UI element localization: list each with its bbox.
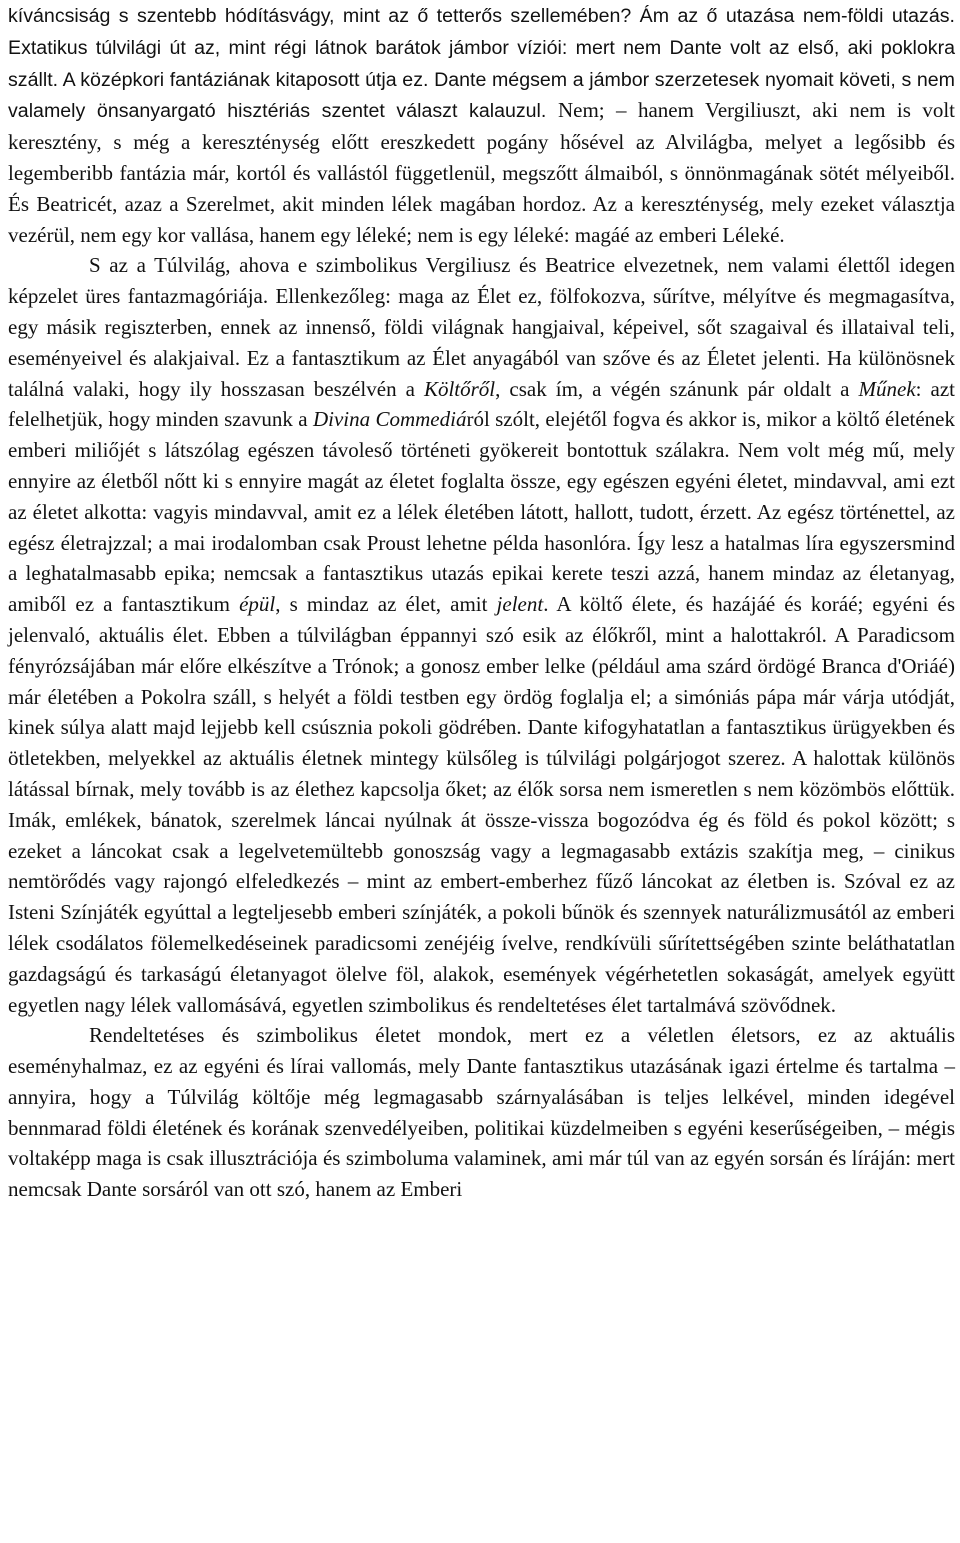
paragraph-2-text: ról szólt, elejétől fogva és akkor is, mikor a költő életének emberi miliőjét s látszólag egészen távoleső történeti gyökereit bontottuk szálakra. Nem volt még mű, mely ennyire az életből nőtt ki s ennyire magát az életet foglalta össze, egy egészen egyéni életet, mindavval, ami ezt az életet alkotta: vagyis mindavval, amit ez a lélek életében látott, hallott, tudott, érzett. Az egész történettel, az egész életrajzzal; a mai irodalomban csak Proust lehetne példa hasonlóra. Így lesz a hatalmas líra egyszersmind a leghatalmasabb epika; nemcsak a fantasztikus utazás epikai kerete teszi azzá, hanem mindaz az életanyag, amiből ez a fantasztikum [8,407,956,617]
italic-mu: Műnek [858,376,916,401]
paragraph-2 [8,250,955,1020]
paragraph-1-text-a: kíváncsiság s szentebb hódításvágy, mint az ő tetterős szellemében? Ám az ő utazása nem-földi utazás. Extatikus túlvilági út az, mint régi látnok barátok jámbor víziói: mert nem Dante volt az első, aki poklokra szállt. A középkori fantáziának kitaposott útja ez. Dante mégsem a jámbor szerzetesek nyomait követi, s nem valamely önsanyargató hisztériás szentet választ kalauzul. [8,5,955,123]
italic-jelent: jelent [496,592,544,617]
paragraph-2-text: . A költő élete, és hazájáé és koráé; egyéni és jelenvaló, aktuális élet. Ebben a túlvilágban éppannyi szó esik az élőkről, mint a halottakról. A Paradicsom fényrózsájában már előre elkészítve a Trónok; a gonosz ember lelke (például ama szárd ördögé Branca d'Oriáé) már életében a Pokolra száll, s helyét a földi testben egy ördög foglalja el; a simóniás pápa már várja utódját, kinek súlya alatt majd lejjebb kell csúsznia pokoli gödrében. Dante kifogyhatatlan a fantasztikus ürügyekben és ötletekben, melyekkel az aktuális életnek mintegy külsőleg is túlvilági polgárjogot szerez. A halottak különös látással bírnak, mely tovább is az élethez kapcsolja őket; az élők sorsa nem ismeretlen s nem közömbös előttük. Imák, emlékek, bánatok, szerelmek láncai nyúlnak át össze-vissza bogozódva ég és föld és pokol között; s ezeket a láncokat csak a legelvetemültebb gonoszság vagy a legmagasabb extázis szakítja meg, – cinikus nemtörődés vagy rajongó elfeledkezés – mint az embert-emberhez fűző láncokat az életben is. Szóval ez az Isteni Színjáték egyúttal a legteljesebb emberi színjáték, a pokoli bűnök és szennyek naturálizmusától az emberi lélek csodálatos fölemelkedéseinek paradicsomi zenéjéig ívelve, rendkívüli sűrítettségében szinte beláthatatlan gazdagságú és tarkaságú életanyagot ölelve föl, alakok, események végérhetetlen sokaságát, amelyek együtt egyetlen nagy lélek vallomásává, egyetlen szimbolikus és rendeltetéses élet tartalmává szövődnek. [8,592,955,1017]
italic-divina-commedia: Divina Commediá [312,407,467,432]
paragraph-2-text: , csak ím, a végén szánunk pár oldalt a [495,376,859,401]
document-page [8,0,955,1205]
paragraph-3 [8,1020,955,1205]
paragraph-2-text: , s mindaz az élet, amit [275,592,497,617]
paragraph-1 [8,0,955,250]
paragraph-2-text: S az a Túlvilág, ahova e szimbolikus Vergiliusz és Beatrice elvezetnek, nem valami élettől idegen képzelet üres fantazmagóriája. Ellenkezőleg: maga az Élet ez, fölfokozva, sűrítve, mélyítve és megmagasítva, egy másik regiszterben, ennek az innenső, földi világnak hangjaival, képeivel, sőt szagaival és illataival teli, eseményeivel és alakjaival. Ez a fantasztikum az Élet anyagából van szőve és az Életet jelenti. Ha különösnek találná valaki, hogy ily hosszasan beszélvén a [8,253,955,401]
paragraph-3-text: Rendeltetéses és szimbolikus életet mondok, mert ez a véletlen életsors, ez az aktuális eseményhalmaz, ez az egyéni és lírai vallomás, mely Dante fantasztikus utazásának igazi értelme és tartalma – annyira, hogy a Túlvilág költője még legmagasabb szárnyalásában is teljes lelkével, minden idegével bennmarad földi életének és korának szenvedélyeiben, politikai küzdelmeiben s egyéni keserűségeiben, – mégis voltaképp maga is csak illusztrációja és szimboluma valaminek, ami már túl van az egyén sorsán és líráján: mert nemcsak Dante sorsáról van ott szó, hanem az Emberi [8,1023,955,1202]
paragraph-1-text-b: Nem; – hanem Vergiliuszt, aki nem is volt keresztény, s még a kereszténység előtt ereszkedett pogány hősével az Alvilágba, melyet a legősibb és legemberibb fantázia már, kortól és vallástól függetlenül, megszőtt álmaiból, s önnönmagának sötét mélyeiből. És Beatricét, azaz a Szerelmet, akit minden lélek magában hordoz. Az a kereszténység, mely ezeket választja vezérül, nem egy kor vallása, hanem egy léleké; nem is egy léleké: magáé az emberi Léleké. [8,98,955,247]
paragraph-2-text: : azt felelhetjük, hogy minden szavunk a [8,376,956,432]
italic-kolto: Költőről [423,376,496,401]
italic-epul: épül [239,592,276,617]
